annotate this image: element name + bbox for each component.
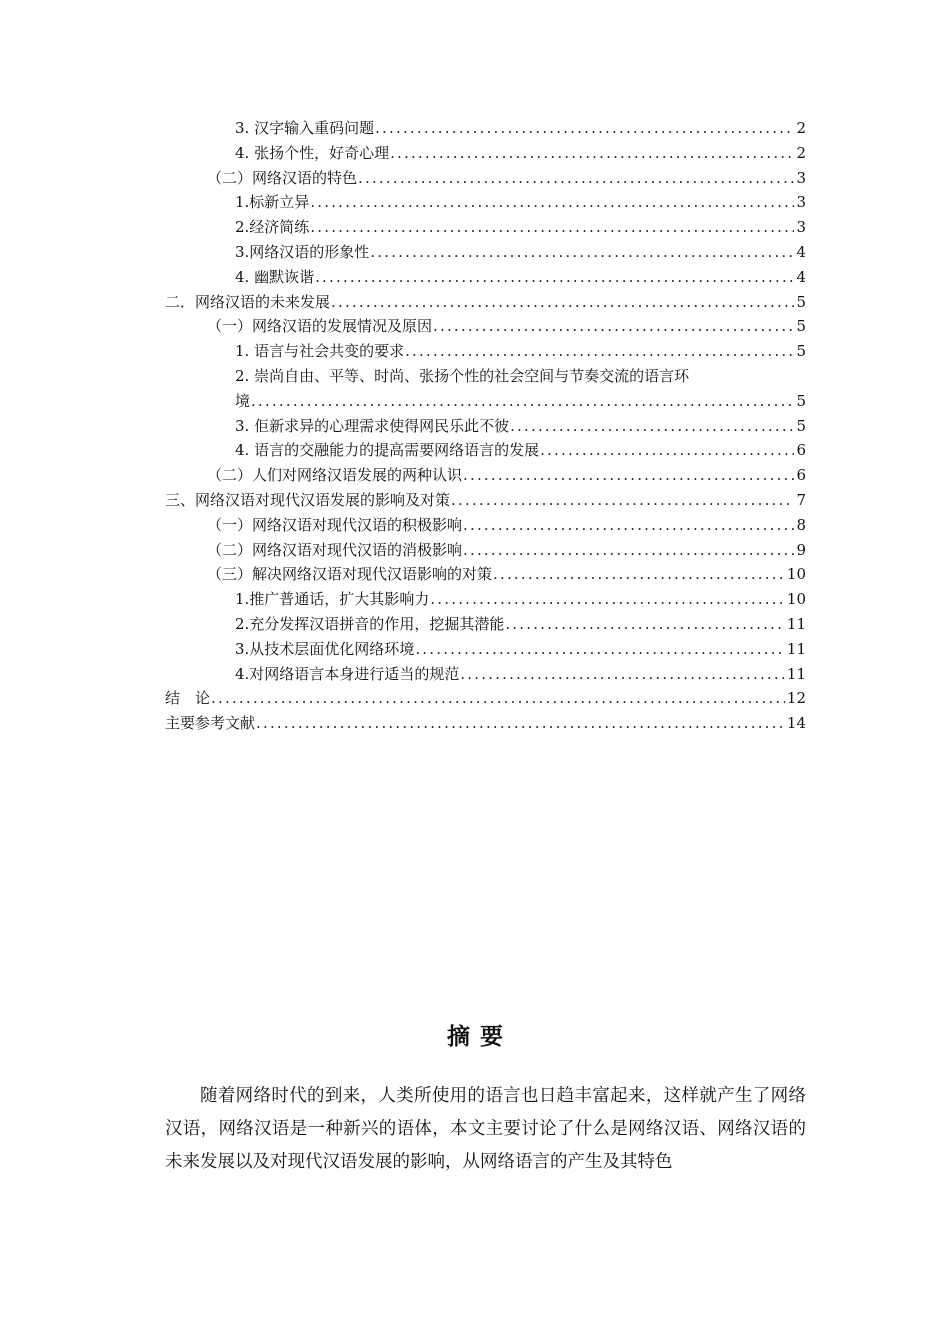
toc-entry-title: （一）网络汉语的发展情况及原因 (207, 317, 433, 336)
toc-entry-page: 9 (796, 540, 806, 559)
toc-entry-title: 3.网络汉语的形象性 (235, 242, 370, 261)
toc-entry-page: 11 (786, 614, 806, 633)
toc-entry-page: 6 (796, 466, 806, 485)
toc-leader-dots (462, 513, 794, 538)
toc-leader-dots (492, 562, 785, 587)
toc-entry-title: （一）网络汉语对现代汉语的积极影响 (207, 515, 463, 534)
toc-entry[interactable] (165, 488, 806, 513)
toc-entry-title: 3. 佢新求异的心理需求使得网民乐此不彼 (235, 416, 510, 435)
toc-entry[interactable] (165, 314, 806, 339)
toc-entry[interactable] (165, 711, 806, 736)
table-of-contents (165, 116, 806, 736)
toc-entry[interactable] (165, 612, 806, 637)
toc-entry-title: 1. 语言与社会共变的要求 (235, 342, 405, 361)
toc-leader-dots (250, 389, 794, 414)
abstract-title: 摘要 (447, 1024, 513, 1050)
toc-entry-title-line1: 2. 崇尚自由、平等、时尚、张扬个性的社会空间与节奏交流的语言环 (235, 366, 690, 385)
toc-leader-dots (314, 265, 794, 290)
toc-entry[interactable] (165, 538, 806, 563)
toc-leader-dots (357, 166, 794, 191)
toc-leader-dots (539, 438, 794, 463)
toc-entry[interactable] (165, 662, 806, 687)
toc-entry-title: 4.对网络语言本身进行适当的规范 (235, 664, 460, 683)
toc-entry-page: 6 (796, 441, 806, 460)
toc-entry-title: 3. 汉字输入重码问题 (235, 119, 375, 137)
toc-leader-dots (255, 711, 785, 736)
toc-entry-page: 5 (796, 391, 806, 410)
toc-leader-dots (459, 662, 785, 687)
toc-entry[interactable] (165, 166, 806, 191)
toc-entry[interactable] (165, 290, 806, 315)
toc-entry-title: 4. 张扬个性，好奇心理 (235, 143, 390, 162)
abstract-body: 随着网络时代的到来，人类所使用的语言也日趋丰富起来，这样就产生了网络汉语，网络汉语是一种新兴的语体，本文主要讨论了什么是网络汉语、网络汉语的未来发展以及对现代汉语发展的影响，从网络语言的产生及其特色 (165, 1086, 806, 1172)
toc-entry[interactable] (165, 265, 806, 290)
toc-entry-title-line2: 境 (235, 391, 251, 410)
toc-entry-wrapped[interactable] (165, 364, 806, 414)
toc-entry-title: 1.标新立异 (235, 193, 310, 212)
toc-entry-page: 11 (786, 664, 806, 683)
toc-entry-page: 14 (786, 714, 806, 733)
toc-entry-page: 12 (786, 689, 806, 708)
toc-entry-page: 5 (796, 342, 806, 361)
toc-entry[interactable] (165, 339, 806, 364)
toc-entry-title: 4. 幽默诙谐 (235, 267, 315, 286)
toc-group-lower (165, 414, 806, 736)
toc-entry-title: 1.推广普通话，扩大其影响力 (235, 590, 430, 609)
toc-entry-page: 2 (796, 119, 806, 137)
toc-entry-title: 主要参考文献 (165, 714, 256, 733)
toc-entry-title: 三、网络汉语对现代汉语发展的影响及对策 (165, 490, 451, 509)
toc-entry-title: 3.从技术层面优化网络环境 (235, 639, 415, 658)
toc-leader-dots (450, 488, 794, 513)
toc-entry-page: 5 (796, 416, 806, 435)
toc-leader-dots (309, 215, 794, 240)
toc-entry-page: 10 (786, 565, 806, 584)
toc-entry[interactable] (165, 240, 806, 265)
toc-entry[interactable] (165, 414, 806, 439)
toc-leader-dots (462, 463, 794, 488)
toc-leader-dots (309, 190, 794, 215)
toc-entry-title: （三）解决网络汉语对现代汉语影响的对策 (207, 565, 493, 584)
toc-entry-title: 结 论 (165, 689, 211, 708)
toc-leader-dots (509, 414, 794, 439)
toc-entry-title: 2.经济简练 (235, 218, 310, 237)
toc-entry-title: 二．网络汉语的未来发展 (165, 292, 331, 311)
toc-entry[interactable] (165, 190, 806, 215)
toc-entry[interactable] (165, 686, 806, 711)
toc-entry-page: 5 (796, 317, 806, 336)
toc-entry-title: 2.充分发挥汉语拼音的作用，挖掘其潜能 (235, 614, 505, 633)
toc-leader-dots (432, 314, 794, 339)
toc-entry-title: （二）网络汉语对现代汉语的消极影响 (207, 540, 463, 559)
toc-entry-page: 10 (786, 590, 806, 609)
toc-entry[interactable] (165, 562, 806, 587)
toc-leader-dots (374, 116, 794, 141)
toc-leader-dots (429, 587, 785, 612)
toc-entry-page: 7 (796, 490, 806, 509)
toc-entry-page: 8 (796, 515, 806, 534)
toc-entry-page: 2 (796, 143, 806, 162)
toc-leader-dots (414, 637, 785, 662)
toc-leader-dots (404, 339, 794, 364)
toc-entry-title: 4. 语言的交融能力的提高需要网络语言的发展 (235, 441, 540, 460)
toc-entry-page: 4 (796, 242, 806, 261)
toc-entry-page: 3 (796, 168, 806, 187)
toc-entry[interactable] (165, 463, 806, 488)
toc-leader-dots (462, 538, 794, 563)
toc-entry-page: 11 (786, 639, 806, 658)
toc-entry-title: （二）网络汉语的特色 (207, 168, 358, 187)
toc-entry[interactable] (165, 513, 806, 538)
toc-leader-dots (330, 290, 794, 315)
toc-entry[interactable] (165, 637, 806, 662)
toc-entry[interactable] (165, 438, 806, 463)
toc-entry[interactable] (165, 116, 806, 141)
toc-leader-dots (504, 612, 785, 637)
toc-entry-page: 3 (796, 218, 806, 237)
toc-leader-dots (369, 240, 794, 265)
toc-entry-page: 3 (796, 193, 806, 212)
toc-entry-page: 4 (796, 267, 806, 286)
toc-entry[interactable] (165, 141, 806, 166)
toc-group-upper (165, 116, 806, 364)
toc-entry-page: 5 (796, 292, 806, 311)
toc-entry[interactable] (165, 587, 806, 612)
toc-leader-dots (210, 686, 785, 711)
toc-entry[interactable] (165, 215, 806, 240)
toc-entry-title: （二）人们对网络汉语发展的两种认识 (207, 466, 463, 485)
toc-leader-dots (389, 141, 794, 166)
